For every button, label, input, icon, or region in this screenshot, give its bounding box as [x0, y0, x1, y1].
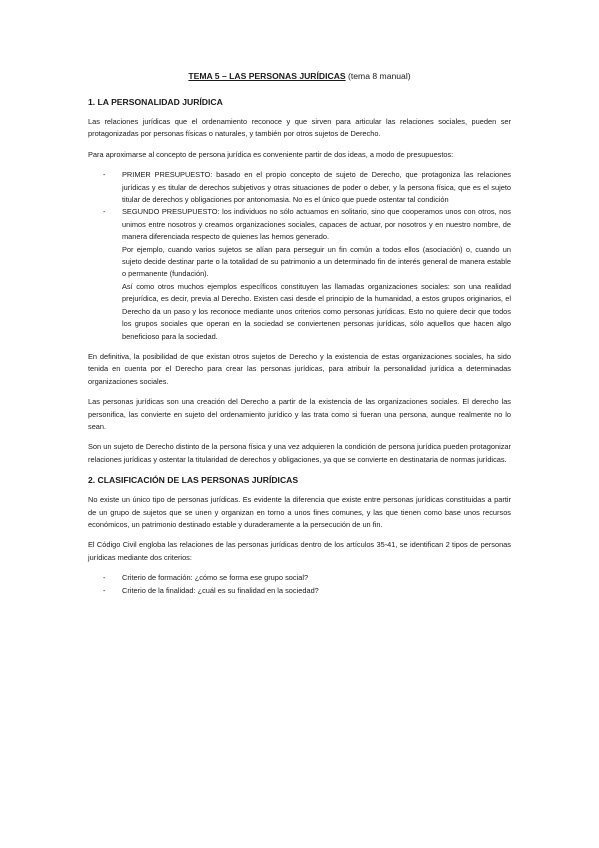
list-item-text: SEGUNDO PRESUPUESTO: los individuos no sólo actuamos en solitario, sino que cooperamos unos con otros, nos unimos entre nosotros y creamos organizaciones sociales, capaces de actuar, por nosotros y en nuestro nombre, de manera diferenciada respecto de quienes las hemos generado. — [122, 207, 511, 242]
document-title — [88, 70, 511, 82]
paragraph: Las relaciones jurídicas que el ordenamiento reconoce y que sirven para articular las relaciones sociales, pueden ser protagonizadas por personas físicas o naturales, y también por otros sujetos de Derecho. — [88, 117, 511, 139]
list-item — [88, 169, 511, 206]
list-item — [88, 585, 511, 597]
section-2-heading: 2. CLASIFICACIÓN DE LAS PERSONAS JURÍDICAS — [88, 475, 299, 486]
paragraph: Para aproximarse al concepto de persona jurídica es conveniente partir de dos ideas, a modo de presupuestos: — [88, 149, 454, 159]
paragraph: En definitiva, la posibilidad de que existan otros sujetos de Derecho y la existencia de estas organizaciones sociales, ha sido tenida en cuenta por el Derecho para crear las personas jurídicas, para atribuir la personalidad jurídica a determinadas organizaciones sociales. — [88, 351, 511, 386]
list-item-text: PRIMER PRESUPUESTO: basado en el propio concepto de sujeto de Derecho, que protagoniza las relaciones jurídicas y es titular de derechos subjetivos y otras situaciones de poder o deber, y la persona física, que es el sujeto titular de derechos y obligaciones por antonomasia. No es el único que puede ostentar tal condición — [122, 170, 511, 205]
title-main: TEMA 5 – LAS PERSONAS JURÍDICAS — [188, 71, 346, 81]
sub-paragraph: Así como otros muchos ejemplos específicos constituyen las llamadas organizaciones sociales: son una realidad prejurídica, es decir, previa al Derecho. Existen casi desde el principio de la humanidad, a estos grupos originarios, el Derecho da un paso y los reconoce mediante unos criterios como personas jurídicas. Esto no quiere decir que todos los grupos sociales que operan en la sociedad se conviertenen personas jurídicas, sólo aquellos que hacen algo beneficioso para la sociedad. — [122, 281, 511, 341]
title-suffix: (tema 8 manual) — [345, 71, 411, 81]
list-item — [88, 206, 511, 243]
paragraph: Son un sujeto de Derecho distinto de la persona física y una vez adquieren la condición de persona jurídica pueden protagonizar relaciones jurídicas y ostentar la titularidad de derechos y obligaciones, ya que se convierte en destinataria de normas jurídicas. — [88, 442, 511, 464]
presupuestos-list — [88, 169, 511, 243]
bullet-dash: - — [103, 585, 106, 595]
sub-paragraph: Por ejemplo, cuando varios sujetos se alían para perseguir un fin común a todos ellos (asociación) o, cuando un sujeto decide destinar parte o la totalidad de su patrimonio a un determinado fin de interés general de manera estable o permanente (fundación). — [122, 244, 511, 279]
paragraph: El Código Civil engloba las relaciones de las personas jurídicas dentro de los artículos 35-41, se identifican 2 tipos de personas jurídicas mediante dos criterios: — [88, 540, 511, 562]
list-item-text: Criterio de la finalidad: ¿cuál es su finalidad en la sociedad? — [122, 585, 319, 595]
section-1-heading: 1. LA PERSONALIDAD JURÍDICA — [88, 97, 223, 107]
criterios-list — [88, 572, 511, 597]
list-item-text: Criterio de formación: ¿cómo se forma ese grupo social? — [122, 573, 309, 583]
bullet-dash: - — [103, 170, 106, 180]
bullet-dash: - — [103, 573, 106, 583]
list-item — [88, 572, 511, 584]
bullet-dash: - — [103, 207, 106, 217]
paragraph: No existe un único tipo de personas jurídicas. Es evidente la diferencia que existe entre personas jurídicas constituidas a partir de un grupo de sujetos que se unen y organizan en torno a unos fines comunes, y las que tienen como base unos recursos económicos, un patrimonio destinado estable y duraderamente a la persecución de un fin. — [88, 495, 511, 529]
paragraph: Las personas jurídicas son una creación del Derecho a partir de la existencia de las organizaciones sociales. El derecho las personifica, las convierte en sujeto del ordenamiento jurídico y las trata como si fueran una persona, aunque realmente no lo sean. — [88, 397, 511, 431]
